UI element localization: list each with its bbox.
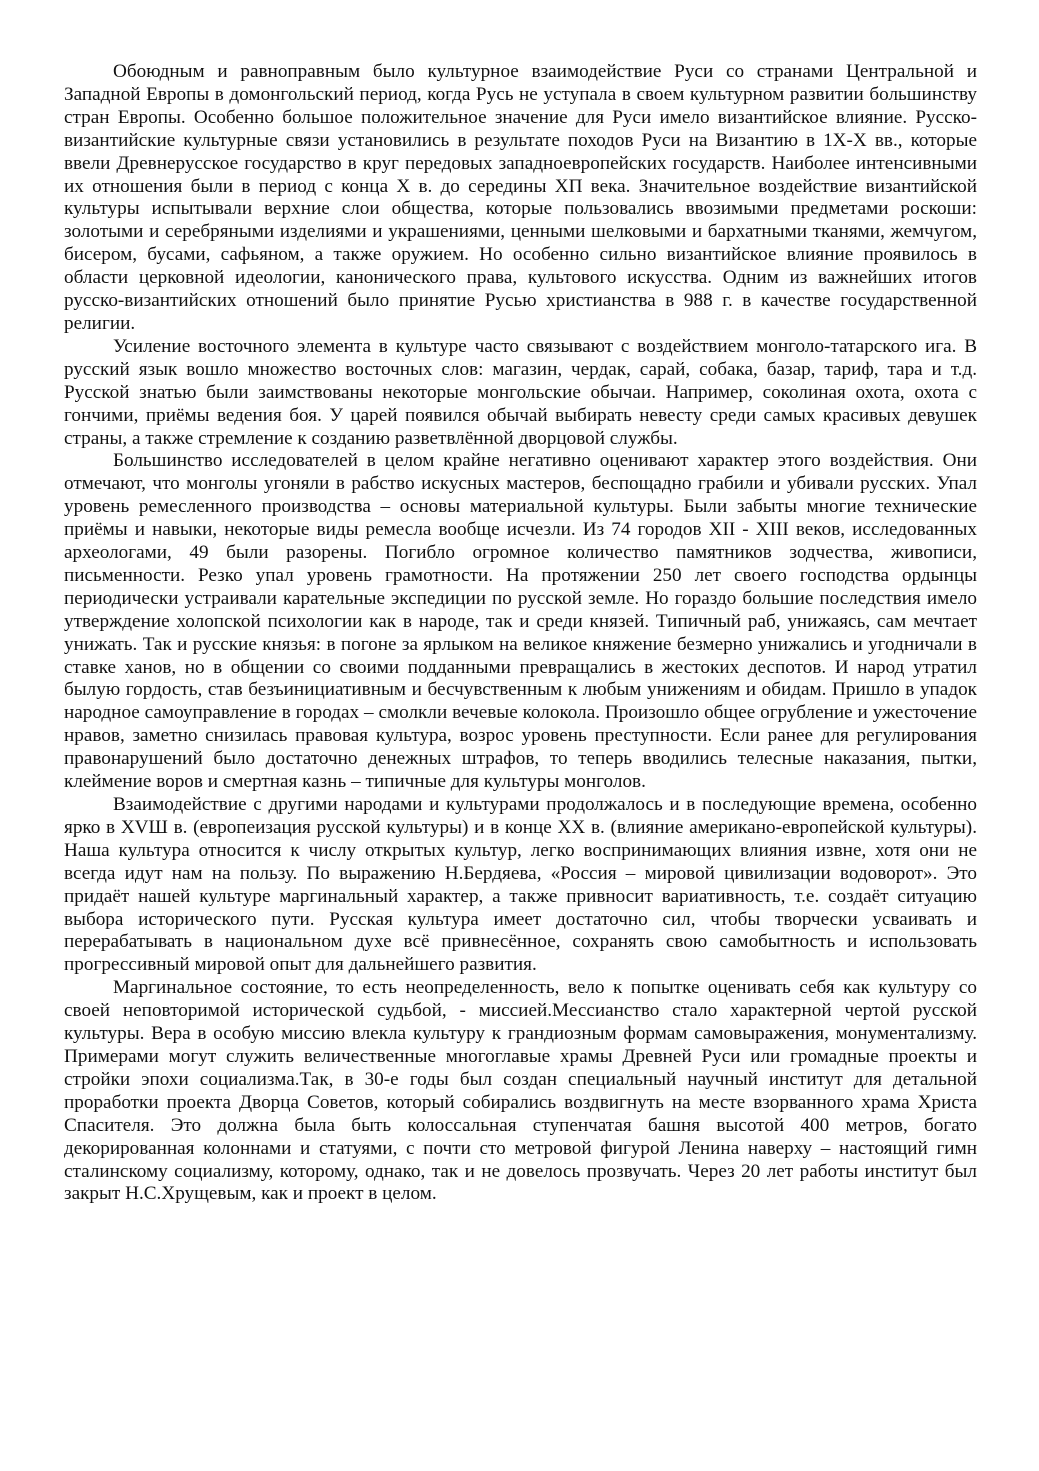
document-page	[64, 61, 977, 1206]
paragraph-5: Маргинальное состояние, то есть неопределенность, вело к попытке оценивать себя как культуру со своей неповторимой исторической судьбой, - миссией.Мессианство стало характерной чертой русской культуры. Вера в особую миссию влекла культуру к грандиозным формам самовыражения, монументализму. Примерами могут служить величественные многоглавые храмы Древней Руси или громадные проекты и стройки эпохи социализма.Так, в 30-е годы был создан специальный научный институт для детальной проработки проекта Дворца Советов, который собирались воздвигнуть на месте взорванного храма Христа Спасителя. Это должна была быть колоссальная ступенчатая башня высотой 400 метров, богато декорированная колоннами и статуями, с почти сто метровой фигурой Ленина наверху – настоящий гимн сталинскому социализму, которому, однако, так и не довелось прозвучать. Через 20 лет работы институт был закрыт Н.С.Хрущевым, как и проект в целом.	[64, 977, 977, 1205]
paragraph-4: Взаимодействие с другими народами и культурами продолжалось и в последующие времена, особенно ярко в XVШ в. (европеизация русской культуры) и в конце ХХ в. (влияние американо-европейской культуры). Наша культура относится к числу открытых культур, легко воспринимающих влияния извне, хотя они не всегда идут нам на пользу. По выражению Н.Бердяева, «Россия – мировой цивилизации водоворот». Это придаёт нашей культуре маргинальный характер, а также привносит вариативность, т.е. создаёт ситуацию выбора исторического пути. Русская культура имеет достаточно сил, чтобы творчески усваивать и перерабатывать в национальном духе всё привнесённое, сохранять свою самобытность и использовать прогрессивный мировой опыт для дальнейшего развития.	[64, 794, 977, 976]
paragraph-1: Обоюдным и равноправным было культурное взаимодействие Руси со странами Центральной и Западной Европы в домонгольский период, когда Русь не уступала в своем культурном развитии большинству стран Европы. Особенно большое положительное значение для Руси имело византийское влияние. Русско-византийские культурные связи установились в результате походов Руси на Византию в 1Х-Х вв., которые ввели Древнерусское государство в круг передовых западноевропейских государств. Наиболее интенсивными их отношения были в период с конца Х в. до середины ХП века. Значительное воздействие византийской культуры испытывали верхние слои общества, которые пользовались ввозимыми предметами роскоши: золотыми и серебряными изделиями и украшениями, ценными шелковыми и бархатными тканями, жемчугом, бисером, бусами, сафьяном, а также оружием. Но особенно сильно византийское влияние проявилось в области церковной идеологии, канонического права, культового искусства. Одним из важнейших итогов русско-византийских отношений было принятие Русью христианства в 988 г. в качестве государственной религии.	[64, 61, 977, 334]
paragraph-2: Усиление восточного элемента в культуре часто связывают с воздействием монголо-татарского ига. В русский язык вошло множество восточных слов: магазин, чердак, сарай, собака, базар, тариф, тара и т.д. Русской знатью были заимствованы некоторые монгольские обычаи. Например, соколиная охота, охота с гончими, приёмы ведения боя. У царей появился обычай выбирать невесту среди самых красивых девушек страны, а также стремление к созданию разветвлённой дворцовой службы.	[64, 335, 977, 449]
paragraph-3: Большинство исследователей в целом крайне негативно оценивают характер этого воздействия. Они отмечают, что монголы угоняли в рабство искусных мастеров, беспощадно грабили и убивали русских. Упал уровень ремесленного производства – основы материальной культуры. Были забыты многие технические приёмы и навыки, некоторые виды ремесла вообще исчезли. Из 74 городов XII - XIII веков, исследованных археологами, 49 были разорены. Погибло огромное количество памятников зодчества, живописи, письменности. Резко упал уровень грамотности. На протяжении 250 лет своего господства ордынцы периодически устраивали карательные экспедиции по русской земле. Но гораздо большие последствия имело утверждение холопской психологии как в народе, так и среди князей. Типичный раб, унижаясь, сам мечтает унижать. Так и русские князья: в погоне за ярлыком на великое княжение безмерно унижались и угодничали в ставке ханов, но в общении со своими подданными превращались в жестоких деспотов. И народ утратил былую гордость, став безъинициативным и бесчувственным к любым унижениям и обидам. Пришло в упадок народное самоуправление в городах – смолкли вечевые колокола. Произошло общее огрубление и ужесточение нравов, заметно снизилась правовая культура, возрос уровень преступности. Если ранее для регулирования правонарушений было достаточно денежных штрафов, то теперь вводились телесные наказания, пытки, клеймение воров и смертная казнь – типичные для культуры монголов.	[64, 450, 977, 793]
